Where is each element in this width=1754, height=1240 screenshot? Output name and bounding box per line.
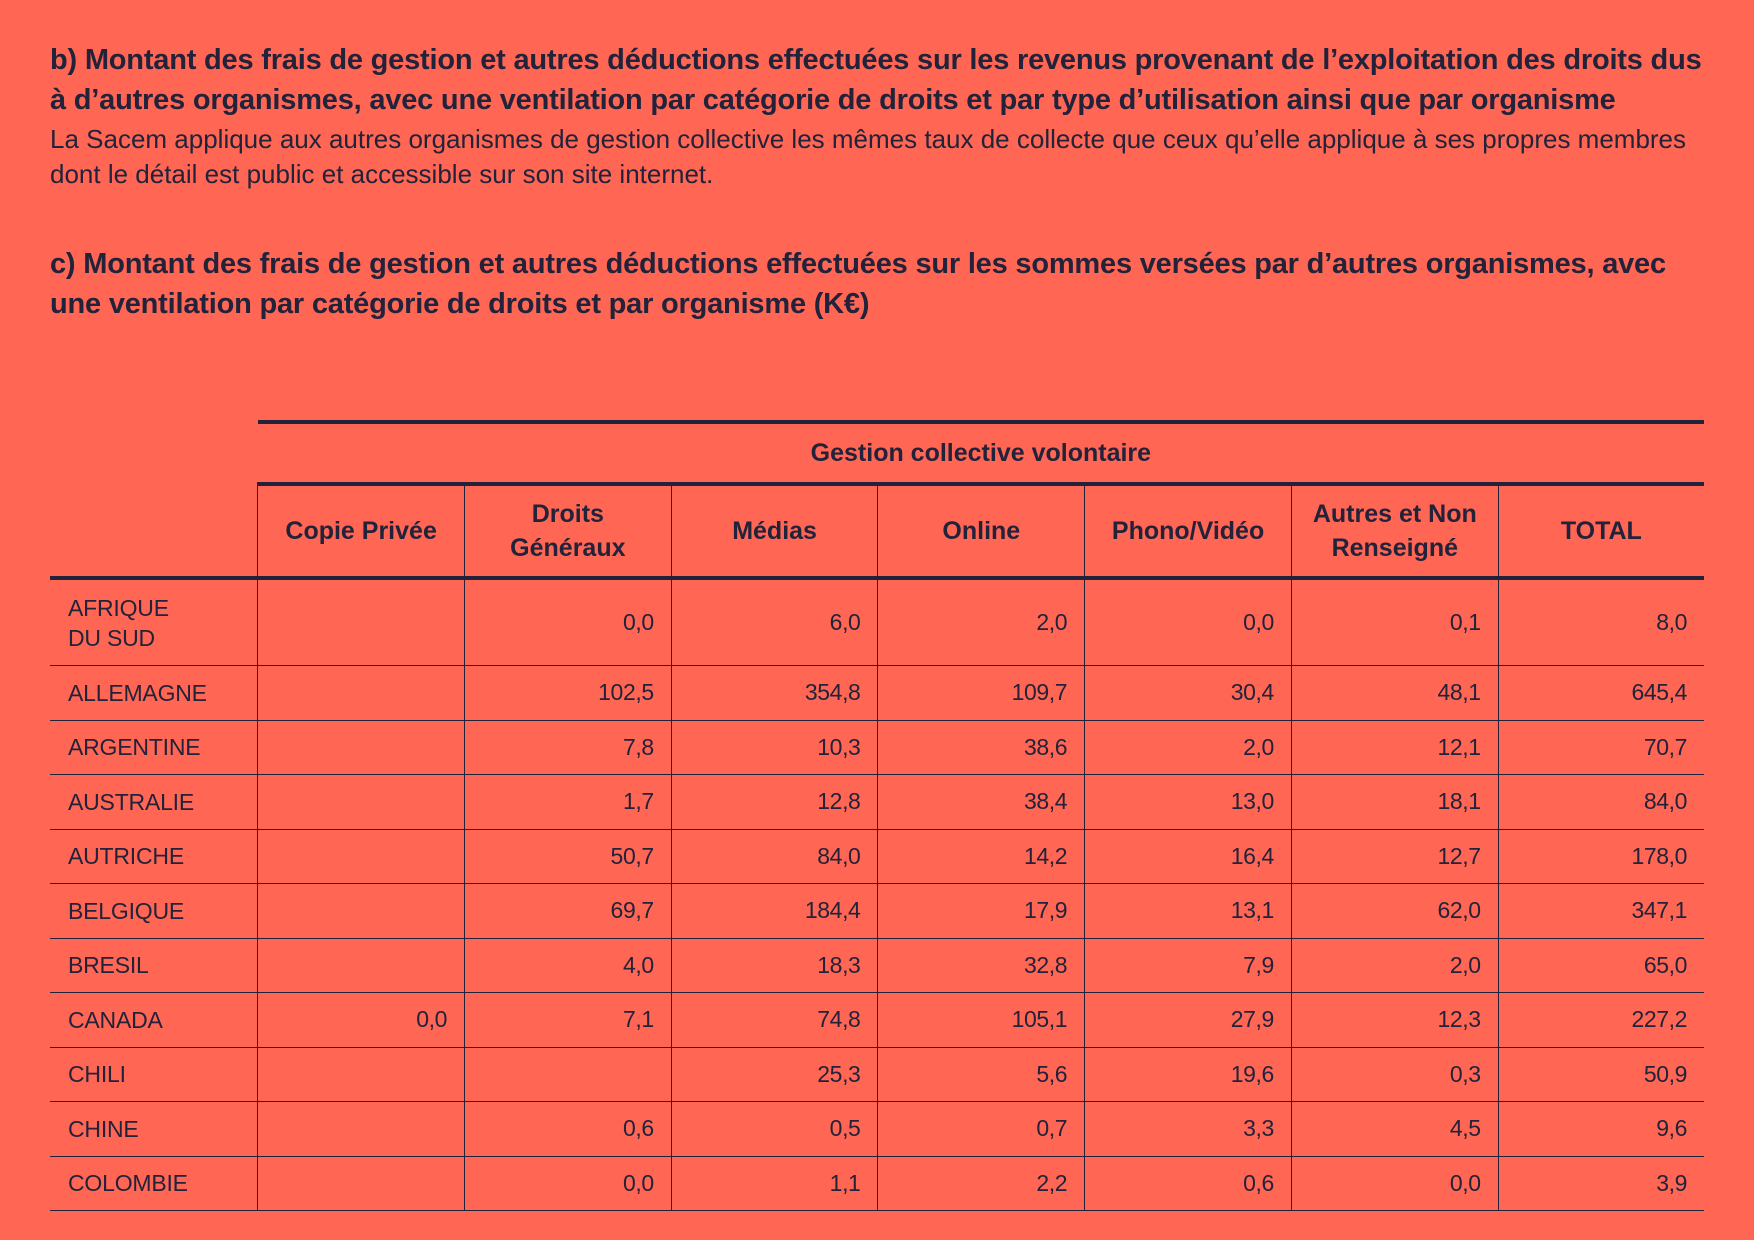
country-cell [50,1156,258,1211]
table-row [50,1047,1704,1102]
column-header-phono-video [1085,484,1292,578]
value-cell-total: 347,1 [1498,884,1704,939]
value-cell-medias: 1,1 [671,1156,878,1211]
value-cell-copie-privee [258,938,465,993]
country-name: CANADA [68,1006,163,1033]
value-cell-total: 50,9 [1498,1047,1704,1102]
value-cell-total: 645,4 [1498,666,1704,721]
value-cell-total: 227,2 [1498,993,1704,1048]
table-group-header-row [50,422,1704,484]
table-row [50,993,1704,1048]
value-cell-droits-generaux: 0,0 [464,1156,671,1211]
country-name: AUTRICHE [68,843,184,870]
country-cell [50,884,258,939]
value-cell-droits-generaux: 7,8 [464,720,671,775]
value-cell-droits-generaux: 7,1 [464,993,671,1048]
value-cell-online: 5,6 [878,1047,1085,1102]
value-cell-droits-generaux [464,1047,671,1102]
value-cell-autres-non-renseigne: 12,7 [1291,829,1498,884]
value-cell-autres-non-renseigne: 12,3 [1291,993,1498,1048]
value-cell-droits-generaux: 1,7 [464,775,671,830]
country-cell [50,578,258,666]
country-cell [50,775,258,830]
column-header-line1: TOTAL [1560,517,1642,545]
value-cell-phono-video: 3,3 [1085,1102,1292,1157]
value-cell-online: 105,1 [878,993,1085,1048]
value-cell-phono-video: 30,4 [1085,666,1292,721]
value-cell-droits-generaux: 69,7 [464,884,671,939]
country-name: ALLEMAGNE [68,679,207,706]
value-cell-droits-generaux: 0,6 [464,1102,671,1157]
column-header-line2: Généraux [510,534,626,562]
value-cell-phono-video: 16,4 [1085,829,1292,884]
value-cell-droits-generaux: 102,5 [464,666,671,721]
value-cell-copie-privee [258,720,465,775]
value-cell-medias: 0,5 [671,1102,878,1157]
table-row [50,720,1704,775]
value-cell-total: 8,0 [1498,578,1704,666]
value-cell-phono-video: 0,6 [1085,1156,1292,1211]
value-cell-medias: 10,3 [671,720,878,775]
country-cell [50,666,258,721]
value-cell-phono-video: 0,0 [1085,578,1292,666]
value-cell-medias: 84,0 [671,829,878,884]
value-cell-autres-non-renseigne: 0,0 [1291,1156,1498,1211]
column-header-line1: Copie Privée [285,517,437,545]
value-cell-phono-video: 2,0 [1085,720,1292,775]
value-cell-online: 14,2 [878,829,1085,884]
fees-table-wrapper [50,420,1704,1211]
country-name: ARGENTINE [68,734,201,761]
table-row [50,775,1704,830]
column-header-copie-privee [258,484,465,578]
table-corner-cell [50,422,258,484]
column-header-line1: Online [942,517,1021,545]
value-cell-total: 70,7 [1498,720,1704,775]
country-name: AFRIQUE [68,594,169,621]
column-header-line1: Phono/Vidéo [1111,517,1265,545]
value-cell-total: 3,9 [1498,1156,1704,1211]
country-name: CHINE [68,1115,139,1142]
value-cell-online: 2,0 [878,578,1085,666]
table-row [50,1102,1704,1157]
value-cell-online: 109,7 [878,666,1085,721]
table-row [50,884,1704,939]
table-row [50,829,1704,884]
value-cell-autres-non-renseigne: 4,5 [1291,1102,1498,1157]
country-cell [50,993,258,1048]
value-cell-medias: 18,3 [671,938,878,993]
value-cell-online: 32,8 [878,938,1085,993]
value-cell-medias: 12,8 [671,775,878,830]
value-cell-phono-video: 13,1 [1085,884,1292,939]
value-cell-phono-video: 19,6 [1085,1047,1292,1102]
value-cell-medias: 6,0 [671,578,878,666]
value-cell-copie-privee [258,884,465,939]
column-header-line1: Médias [732,517,817,545]
value-cell-droits-generaux: 50,7 [464,829,671,884]
value-cell-autres-non-renseigne: 18,1 [1291,775,1498,830]
value-cell-total: 178,0 [1498,829,1704,884]
value-cell-online: 17,9 [878,884,1085,939]
column-header-medias [671,484,878,578]
group-header-gestion-collective: Gestion collective volontaire [258,422,1704,484]
value-cell-copie-privee [258,1156,465,1211]
value-cell-medias: 354,8 [671,666,878,721]
value-cell-autres-non-renseigne: 0,3 [1291,1047,1498,1102]
section-b-body: La Sacem applique aux autres organismes de gestion collective les mêmes taux de collecte que ceux qu’elle applique à ses propres membres dont le détail est public et accessible sur son site internet. [50,124,1687,189]
table-body [50,578,1704,1211]
column-header-online [878,484,1085,578]
country-name: BELGIQUE [68,897,184,924]
fees-table [50,420,1704,1211]
column-header-line1: Autres et Non [1312,500,1477,528]
value-cell-autres-non-renseigne: 12,1 [1291,720,1498,775]
table-column-header-row [50,484,1704,578]
value-cell-autres-non-renseigne: 48,1 [1291,666,1498,721]
country-name: BRESIL [68,952,149,979]
value-cell-copie-privee [258,1047,465,1102]
value-cell-online: 38,4 [878,775,1085,830]
table-corner-cell-lower [50,484,258,578]
value-cell-autres-non-renseigne: 2,0 [1291,938,1498,993]
country-name: COLOMBIE [68,1170,188,1197]
country-name: CHILI [68,1061,126,1088]
page-content [50,40,1704,324]
country-cell [50,829,258,884]
country-name: AUSTRALIE [68,788,195,815]
value-cell-copie-privee [258,578,465,666]
value-cell-online: 38,6 [878,720,1085,775]
country-cell [50,1102,258,1157]
section-b-title: b) Montant des frais de gestion et autres déductions effectuées sur les revenus provenant de l’exploitation des droits dus à d’autres organismes, avec une ventilation par catégorie de droits et par type d’utilisation ainsi que par organisme [50,44,1702,116]
value-cell-copie-privee: 0,0 [258,993,465,1048]
value-cell-droits-generaux: 0,0 [464,578,671,666]
value-cell-copie-privee [258,775,465,830]
value-cell-copie-privee [258,1102,465,1157]
table-row [50,938,1704,993]
table-row [50,578,1704,666]
country-cell [50,938,258,993]
value-cell-phono-video: 7,9 [1085,938,1292,993]
value-cell-total: 65,0 [1498,938,1704,993]
country-cell [50,1047,258,1102]
value-cell-medias: 25,3 [671,1047,878,1102]
value-cell-copie-privee [258,829,465,884]
value-cell-autres-non-renseigne: 62,0 [1291,884,1498,939]
value-cell-copie-privee [258,666,465,721]
value-cell-phono-video: 27,9 [1085,993,1292,1048]
column-header-autres-non-renseigne [1291,484,1498,578]
value-cell-total: 84,0 [1498,775,1704,830]
value-cell-medias: 184,4 [671,884,878,939]
country-cell [50,720,258,775]
column-header-line1: Droits [531,500,604,528]
column-header-total [1498,484,1704,578]
value-cell-medias: 74,8 [671,993,878,1048]
value-cell-total: 9,6 [1498,1102,1704,1157]
column-header-line2: Renseigné [1331,534,1458,562]
country-name-line2: DU SUD [68,624,155,651]
value-cell-droits-generaux: 4,0 [464,938,671,993]
value-cell-phono-video: 13,0 [1085,775,1292,830]
section-c-title: c) Montant des frais de gestion et autres déductions effectuées sur les sommes versées par d’autres organismes, avec une ventilation par catégorie de droits et par organisme (K€) [50,248,1666,320]
table-row [50,666,1704,721]
table-row [50,1156,1704,1211]
value-cell-online: 0,7 [878,1102,1085,1157]
value-cell-autres-non-renseigne: 0,1 [1291,578,1498,666]
column-header-droits-generaux [464,484,671,578]
value-cell-online: 2,2 [878,1156,1085,1211]
